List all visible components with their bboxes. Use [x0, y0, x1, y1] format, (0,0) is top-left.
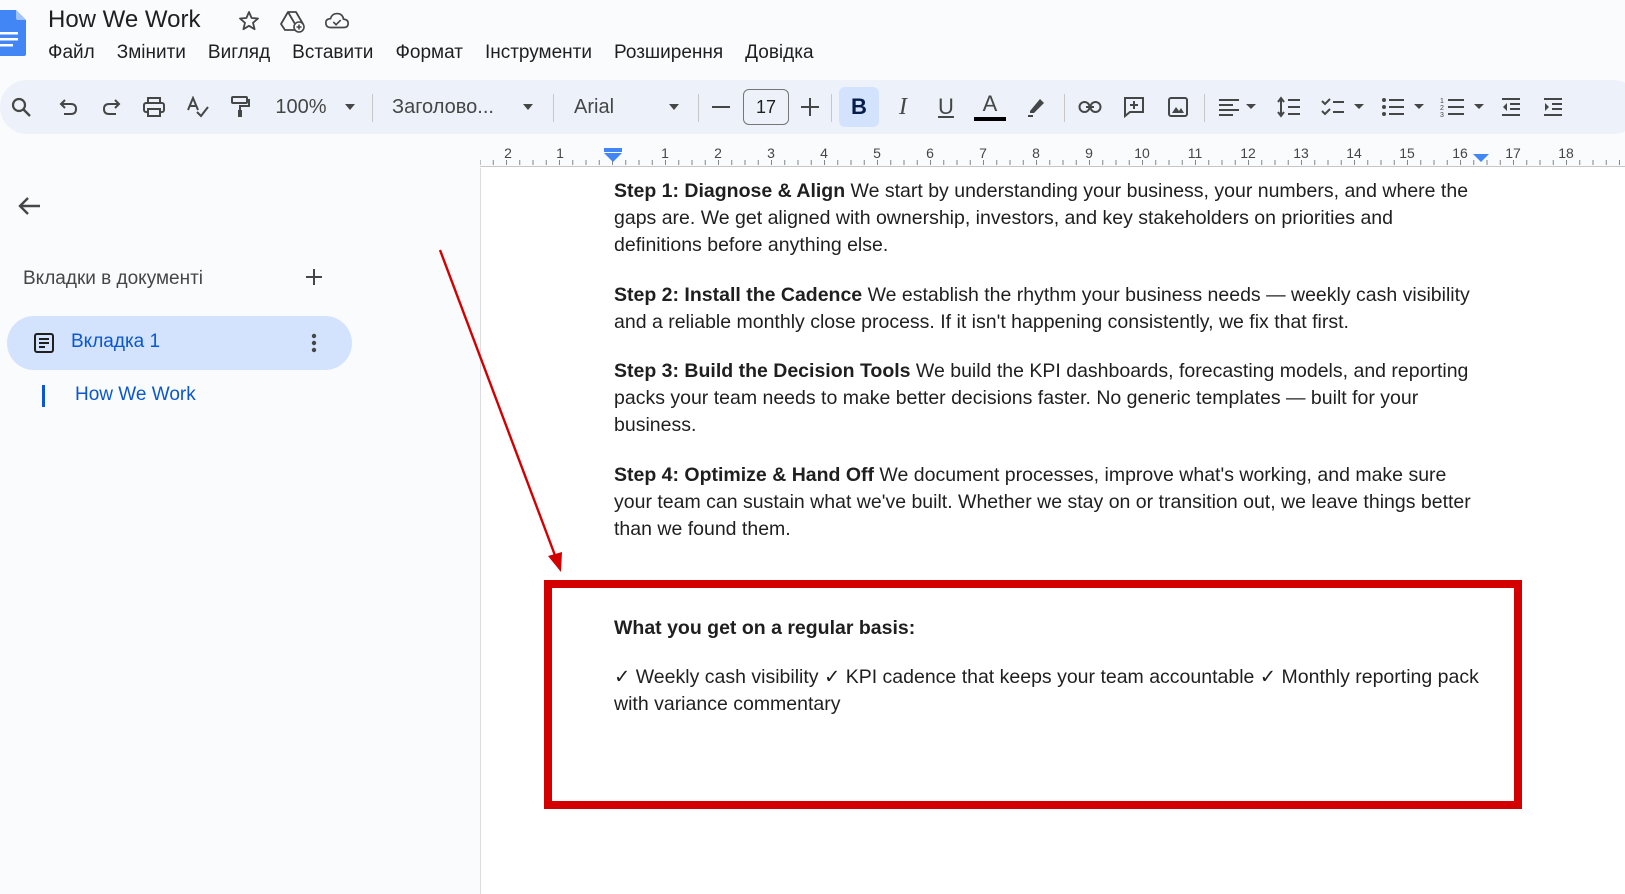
- text-color-swatch: [974, 117, 1006, 121]
- move-to-drive-icon[interactable]: [280, 8, 306, 34]
- tab-label: Вкладка 1: [71, 331, 161, 352]
- outline-heading-item[interactable]: How We Work: [75, 384, 196, 405]
- insert-link-icon[interactable]: [1076, 80, 1104, 134]
- undo-icon[interactable]: [54, 80, 82, 134]
- menu-help[interactable]: Довідка: [745, 42, 814, 63]
- svg-text:2: 2: [1440, 105, 1444, 112]
- spellcheck-icon[interactable]: [184, 80, 212, 134]
- search-menus-icon[interactable]: [6, 80, 36, 134]
- ruler-tick-label: 11: [1187, 145, 1203, 161]
- insert-image-icon[interactable]: [1164, 80, 1192, 134]
- paragraph-style-select[interactable]: Заголово...: [392, 95, 494, 118]
- ruler-tick-label: 17: [1505, 145, 1521, 161]
- ruler-tick-label: 5: [873, 145, 881, 161]
- horizontal-ruler[interactable]: [480, 140, 1625, 166]
- decrease-indent-icon[interactable]: [1498, 80, 1524, 134]
- print-icon[interactable]: [140, 80, 168, 134]
- zoom-select[interactable]: 100%: [275, 95, 327, 118]
- add-comment-icon[interactable]: [1120, 80, 1148, 134]
- ruler-tick-label: 12: [1240, 145, 1256, 161]
- ruler-scale: [480, 140, 1625, 166]
- zoom-dropdown-icon[interactable]: [340, 80, 360, 134]
- step-heading: Step 3: Build the Decision Tools: [614, 360, 911, 382]
- ruler-tick-label: 1: [556, 145, 564, 161]
- ruler-tick-label: 10: [1134, 145, 1150, 161]
- title-bar: [0, 0, 1625, 72]
- more-options-icon[interactable]: [307, 330, 321, 356]
- ruler-tick-label: 8: [1032, 145, 1040, 161]
- decrease-font-size-icon[interactable]: [708, 80, 734, 134]
- ruler-tick-label: 13: [1293, 145, 1309, 161]
- step-heading: Step 4: Optimize & Hand Off: [614, 464, 875, 486]
- regular-basis-list[interactable]: ✓ Weekly cash visibility ✓ KPI cadence that keeps your team accountable ✓ Monthly reporting pack with variance commentary: [614, 666, 1479, 715]
- svg-text:1: 1: [1440, 98, 1444, 105]
- svg-text:3: 3: [1440, 112, 1444, 118]
- style-dropdown-icon[interactable]: [518, 80, 538, 134]
- ruler-tick-label: 3: [767, 145, 775, 161]
- font-size-input[interactable]: 17: [743, 89, 789, 125]
- ruler-tick-label: 2: [714, 145, 722, 161]
- ruler-tick-label: 6: [926, 145, 934, 161]
- toolbar-divider: [1204, 94, 1205, 122]
- left-indent-marker: [604, 148, 622, 162]
- outline-indicator: [42, 385, 45, 407]
- bulleted-list-icon[interactable]: [1378, 80, 1428, 134]
- step-body: We build the KPI dashboards, forecasting models, and reporting packs your team needs to make better decisions faster. No generic templates — built for your business.: [614, 360, 1469, 436]
- step-4-paragraph[interactable]: [614, 462, 1484, 543]
- ruler-tick-label: 7: [979, 145, 987, 161]
- text-color-label: A: [982, 91, 998, 116]
- ruler-tick-label: 15: [1399, 145, 1415, 161]
- ruler-tick-label: 9: [1085, 145, 1093, 161]
- menu-extensions[interactable]: Розширення: [614, 42, 724, 63]
- italic-button[interactable]: I: [899, 93, 907, 120]
- add-tab-plus-icon[interactable]: [302, 266, 326, 290]
- font-dropdown-icon[interactable]: [664, 80, 684, 134]
- bold-button[interactable]: B: [839, 87, 879, 127]
- font-select[interactable]: Arial: [574, 95, 615, 118]
- step-body: We document processes, improve what's working, and make sure your team can sustain what we've built. Whether we stay on or transition out, we leave things better than we found them.: [614, 464, 1471, 540]
- star-icon[interactable]: [236, 8, 262, 34]
- paint-format-icon[interactable]: [226, 80, 254, 134]
- underline-button[interactable]: U: [938, 94, 954, 119]
- step-body: We establish the rhythm your business needs — weekly cash visibility and a reliable monthly close process. If it isn't happening consistently, we fix that first.: [614, 284, 1470, 333]
- regular-basis-heading[interactable]: What you get on a regular basis:: [614, 617, 916, 639]
- increase-font-size-icon[interactable]: [797, 80, 823, 134]
- line-spacing-icon[interactable]: [1274, 80, 1304, 134]
- annotation-highlight-box: [544, 580, 1522, 809]
- cloud-saved-icon[interactable]: [324, 8, 350, 34]
- highlight-color-icon[interactable]: [1022, 80, 1050, 134]
- numbered-list-icon[interactable]: [1438, 80, 1488, 134]
- document-tab-1[interactable]: [7, 316, 352, 370]
- increase-indent-icon[interactable]: [1540, 80, 1566, 134]
- menu-edit[interactable]: Змінити: [116, 42, 186, 63]
- step-body: We start by understanding your business, your numbers, and where the gaps are. We get aligned with ownership, investors, and key stakeholders on priorities and definitions before anything else.: [614, 180, 1469, 256]
- toolbar-divider: [1064, 94, 1065, 122]
- close-sidebar-arrow-icon[interactable]: [16, 192, 44, 220]
- toolbar: [0, 80, 1625, 134]
- step-1-paragraph[interactable]: [614, 178, 1484, 259]
- ruler-tick-label: 14: [1346, 145, 1362, 161]
- menu-bar: [48, 42, 814, 64]
- step-heading: Step 1: Diagnose & Align: [614, 180, 846, 202]
- toolbar-divider: [698, 94, 699, 122]
- toolbar-divider: [831, 94, 832, 122]
- redo-icon[interactable]: [98, 80, 126, 134]
- menu-format[interactable]: Формат: [395, 42, 463, 63]
- document-title[interactable]: How We Work: [48, 6, 201, 33]
- step-3-paragraph[interactable]: [614, 358, 1484, 439]
- step-2-paragraph[interactable]: [614, 282, 1484, 336]
- ruler-tick-label: 16: [1452, 145, 1468, 161]
- ruler-tick-label: 18: [1558, 145, 1574, 161]
- step-heading: Step 2: Install the Cadence: [614, 284, 863, 306]
- align-left-icon[interactable]: [1214, 80, 1260, 134]
- tabs-heading: Вкладки в документі: [23, 268, 204, 289]
- menu-file[interactable]: Файл: [48, 42, 95, 63]
- toolbar-divider: [553, 94, 554, 122]
- menu-tools[interactable]: Інструменти: [484, 42, 592, 63]
- menu-view[interactable]: Вигляд: [207, 42, 271, 63]
- tab-document-icon: [33, 332, 55, 354]
- docs-logo-icon[interactable]: [0, 10, 26, 56]
- checklist-icon[interactable]: [1318, 80, 1368, 134]
- toolbar-divider: [372, 94, 373, 122]
- ruler-tick-label: 2: [504, 145, 512, 161]
- text-color-button[interactable]: [972, 80, 1008, 134]
- menu-insert[interactable]: Вставити: [292, 42, 374, 63]
- ruler-tick-label: 4: [820, 145, 828, 161]
- ruler-tick-label: 1: [661, 145, 669, 161]
